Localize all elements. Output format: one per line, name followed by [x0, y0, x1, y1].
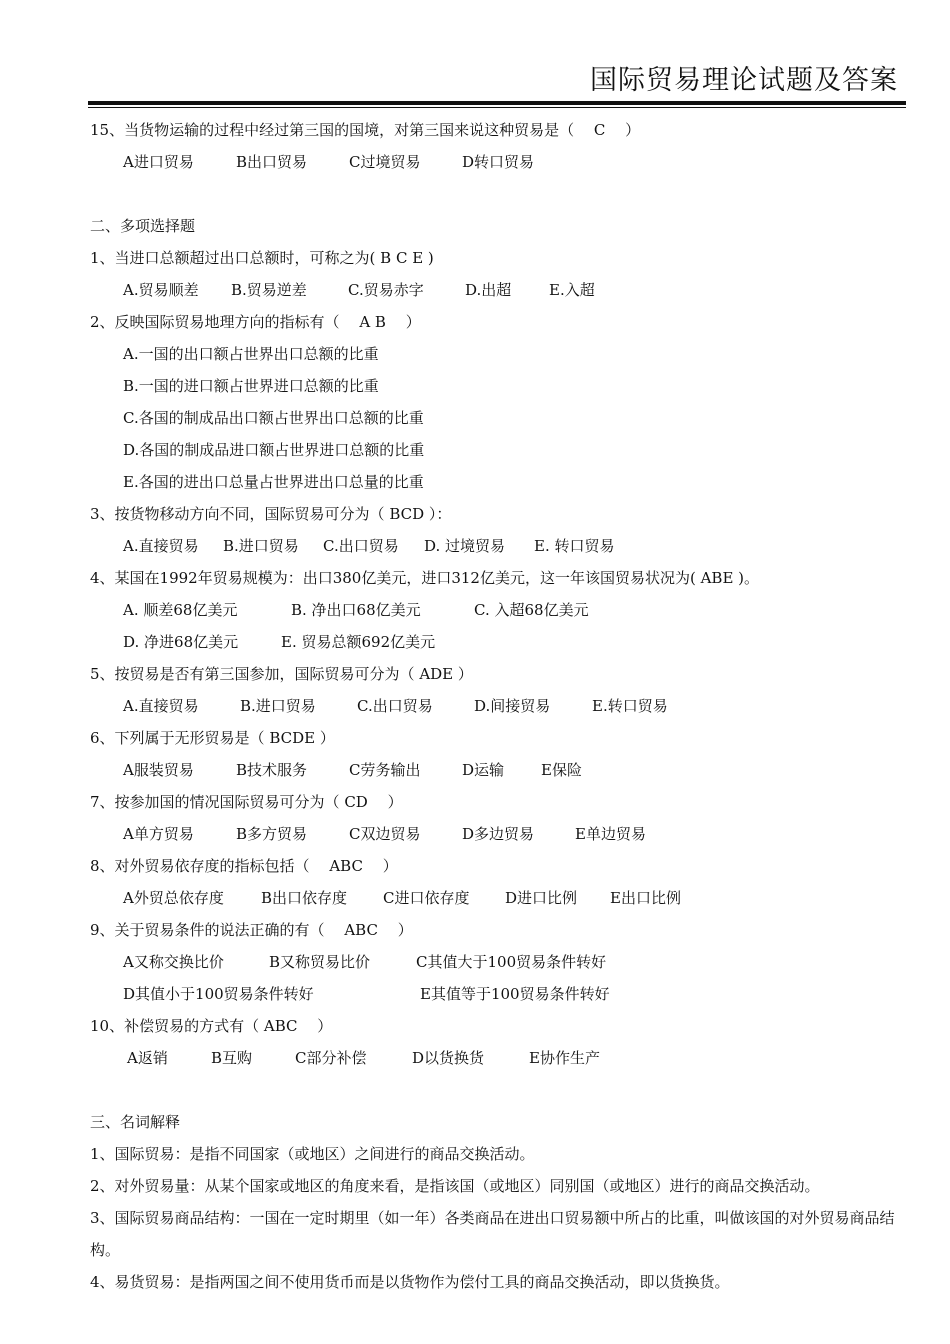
question-10-options	[90, 1042, 906, 1074]
document-body	[90, 114, 906, 1298]
question-7-options	[90, 818, 906, 850]
option: C. 入超68亿美元	[474, 601, 589, 619]
option: B又称贸易比价	[269, 953, 371, 971]
option: C.出口贸易	[323, 537, 399, 555]
option: D. 过境贸易	[424, 537, 506, 555]
option: B技术服务	[236, 761, 308, 779]
option: C进口依存度	[383, 889, 470, 907]
question-9: 9、关于贸易条件的说法正确的有（ ABC ）	[90, 921, 413, 939]
option: D以货换货	[412, 1049, 485, 1067]
option: B.贸易逆差	[231, 281, 307, 299]
question-6: 6、下列属于无形贸易是（ BCDE ）	[90, 729, 335, 747]
option: C其值大于100贸易条件转好	[416, 953, 607, 971]
question-10: 10、补偿贸易的方式有（ ABC ）	[90, 1017, 333, 1035]
option: B.进口贸易	[240, 697, 316, 715]
question-3-options	[90, 530, 906, 562]
question-6-options	[90, 754, 906, 786]
option: D转口贸易	[462, 153, 535, 171]
option: C部分补偿	[295, 1049, 367, 1067]
option: C过境贸易	[349, 153, 421, 171]
option: C.各国的制成品出口额占世界出口总额的比重	[123, 409, 424, 427]
option: A.一国的出口额占世界出口总额的比重	[123, 345, 379, 363]
question-15: 15、当货物运输的过程中经过第三国的国境，对第三国来说这种贸易是（ C ）	[90, 121, 641, 139]
option: A. 顺差68亿美元	[123, 601, 238, 619]
question-15-options	[90, 146, 906, 178]
option: A.贸易顺差	[123, 281, 199, 299]
option: A外贸总依存度	[123, 889, 224, 907]
definition-item: 1、国际贸易：是指不同国家（或地区）之间进行的商品交换活动。	[90, 1145, 535, 1163]
definition-item: 2、对外贸易量：从某个国家或地区的角度来看，是指该国（或地区）同别国（或地区）进行的商品交换活动。	[90, 1177, 820, 1195]
question-1: 1、当进口总额超过出口总额时，可称之为( B C E )	[90, 249, 434, 267]
option: D.间接贸易	[474, 697, 551, 715]
option: D.各国的制成品进口额占世界进口总额的比重	[123, 441, 425, 459]
option: A单方贸易	[123, 825, 194, 843]
option: D多边贸易	[462, 825, 535, 843]
option: B. 净出口68亿美元	[291, 601, 421, 619]
option: E.入超	[549, 281, 595, 299]
option: A进口贸易	[123, 153, 194, 171]
question-5: 5、按贸易是否有第三国参加，国际贸易可分为（ ADE ）	[90, 665, 473, 683]
question-4: 4、某国在1992年贸易规模为：出口380亿美元，进口312亿美元，这一年该国贸易状况为( ABE )。	[90, 569, 760, 587]
option: E其值等于100贸易条件转好	[420, 985, 610, 1003]
option: E单边贸易	[575, 825, 646, 843]
option: D. 净进68亿美元	[123, 633, 239, 651]
question-9-options-row2	[90, 978, 906, 1010]
option: D.出超	[465, 281, 512, 299]
option: E保险	[541, 761, 582, 779]
option: D其值小于100贸易条件转好	[123, 985, 314, 1003]
definition-item: 4、易货贸易：是指两国之间不使用货币而是以货物作为偿付工具的商品交换活动，即以货换货。	[90, 1273, 730, 1291]
option: D进口比例	[505, 889, 578, 907]
option: B.进口贸易	[223, 537, 299, 555]
question-4-options-row1	[90, 594, 906, 626]
page-title: 国际贸易理论试题及答案	[590, 65, 898, 96]
option: A又称交换比价	[123, 953, 224, 971]
question-5-options	[90, 690, 906, 722]
option: E协作生产	[529, 1049, 600, 1067]
option: B.一国的进口额占世界进口总额的比重	[123, 377, 379, 395]
option: E. 贸易总额692亿美元	[281, 633, 436, 651]
option: C劳务输出	[349, 761, 421, 779]
definition-item: 3、国际贸易商品结构：一国在一定时期里（如一年）各类商品在进出口贸易额中所占的比重，叫做该国的对外贸易商品结构。	[90, 1209, 895, 1259]
question-3: 3、按货物移动方向不同，国际贸易可分为（ BCD ）：	[90, 505, 452, 523]
option: C.贸易赤字	[348, 281, 424, 299]
option: E出口比例	[610, 889, 681, 907]
option: A返销	[127, 1049, 168, 1067]
question-9-options-row1	[90, 946, 906, 978]
question-2: 2、反映国际贸易地理方向的指标有（ A B ）	[90, 313, 421, 331]
option: E.各国的进出口总量占世界进出口总量的比重	[123, 473, 424, 491]
option: B出口贸易	[236, 153, 308, 171]
section-heading: 三、名词解释	[90, 1113, 181, 1131]
question-4-options-row2	[90, 626, 906, 658]
header-rule-thick	[88, 101, 906, 105]
section-heading: 二、多项选择题	[90, 217, 196, 235]
option: B互购	[211, 1049, 253, 1067]
option: A.直接贸易	[123, 697, 199, 715]
question-8-options	[90, 882, 906, 914]
question-8: 8、对外贸易依存度的指标包括（ ABC ）	[90, 857, 398, 875]
option: B出口依存度	[261, 889, 348, 907]
header-rule-thin	[88, 107, 906, 108]
option: A.直接贸易	[123, 537, 199, 555]
option: C.出口贸易	[357, 697, 433, 715]
question-1-options	[90, 274, 906, 306]
option: D运输	[462, 761, 505, 779]
option: A服装贸易	[123, 761, 194, 779]
option: C双边贸易	[349, 825, 421, 843]
option: E.转口贸易	[592, 697, 668, 715]
option: B多方贸易	[236, 825, 308, 843]
question-7: 7、按参加国的情况国际贸易可分为（ CD ）	[90, 793, 403, 811]
option: E. 转口贸易	[534, 537, 615, 555]
